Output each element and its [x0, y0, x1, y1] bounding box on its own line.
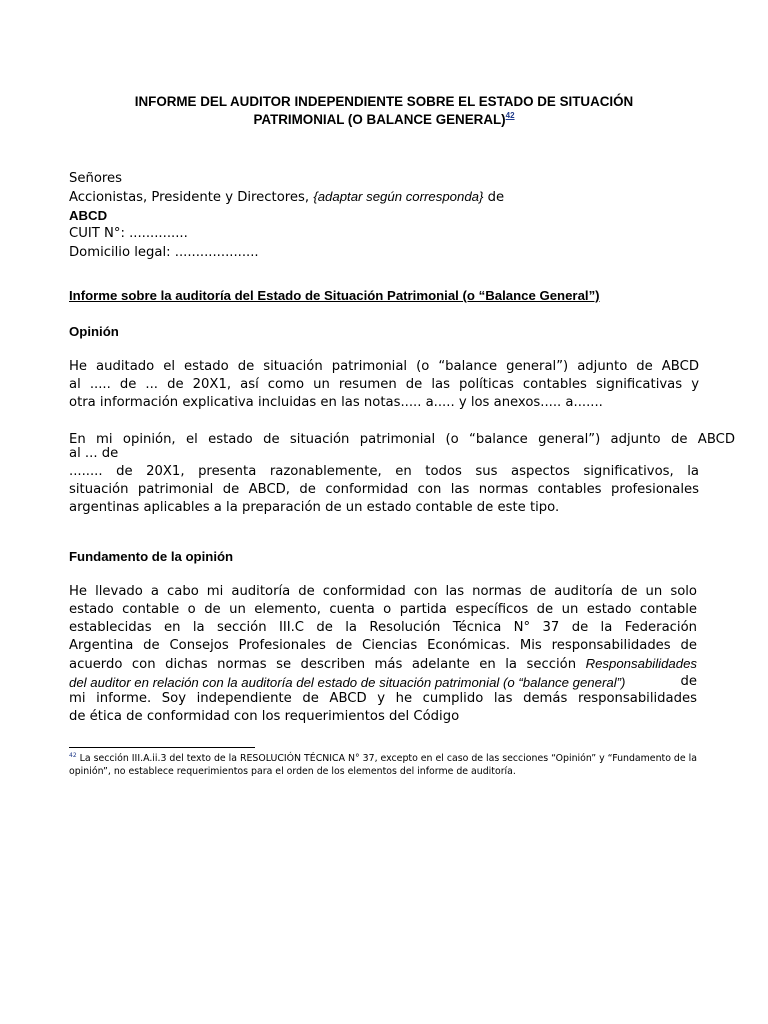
fundamento-heading: Fundamento de la opinión — [69, 549, 234, 564]
fundamento-line: mi informe. Soy independiente de ABCD y he cumplido las demás responsabilidades — [69, 691, 697, 706]
section-heading: Informe sobre la auditoría del Estado de Situación Patrimonial (o “Balance General”) — [69, 288, 600, 303]
report-title-text: PATRIMONIAL (O BALANCE GENERAL) — [253, 112, 506, 127]
recipients-line — [69, 189, 504, 205]
opinion-para2-line: argentinas aplicables a la preparación de un estado contable de este tipo. — [69, 500, 560, 515]
cuit-line: CUIT N°: .............. — [69, 226, 188, 241]
company-name: ABCD — [69, 208, 108, 223]
fundamento-italic: Responsabilidades — [585, 656, 697, 671]
fundamento-line: estado contable o de un elemento, cuenta o partida específicos de un estado contable — [69, 602, 697, 617]
opinion-para1-line: He auditado el estado de situación patrimonial (o “balance general”) adjunto de ABCD — [69, 359, 699, 374]
opinion-para2-line: En mi opinión, el estado de situación patrimonial (o “balance general”) adjunto de ABCD — [69, 432, 735, 447]
fundamento-line: de ética de conformidad con los requerimientos del Código — [69, 709, 460, 724]
footnote-number: 42 — [69, 752, 77, 759]
report-title-line-2 — [0, 111, 768, 127]
opinion-para2-line: ........ de 20X1, presenta razonablemente, en todos sus aspectos significativos, la — [69, 464, 699, 479]
footnote-reference-link[interactable]: 42 — [505, 111, 515, 120]
fundamento-line: Argentina de Consejos Profesionales de Ciencias Económicas. Mis responsabilidades de — [69, 638, 697, 653]
domicilio-line: Domicilio legal: .................... — [69, 245, 259, 260]
opinion-para2-line: al ... de — [69, 446, 119, 461]
footnote-text: La sección III.A.ii.3 del texto de la RESOLUCIÓN TÉCNICA N° 37, excepto en el caso de las secciones “Opinión” y “Fundamento de la — [79, 753, 697, 764]
opinion-heading: Opinión — [69, 324, 119, 339]
footnote-separator — [69, 747, 255, 748]
fundamento-line: establecidas en la sección III.C de la Resolución Técnica N° 37 de la Federación — [69, 620, 697, 635]
opinion-para1-line: al ..... de ... de 20X1, así como un resumen de las políticas contables significativas y — [69, 377, 699, 392]
salutation: Señores — [69, 171, 123, 186]
fundamento-line — [69, 674, 697, 692]
footnote-line-2: opinión”, no establece requerimientos para el orden de los elementos del informe de auditoría. — [69, 766, 516, 777]
fundamento-line: He llevado a cabo mi auditoría de conformidad con las normas de auditoría de un solo — [69, 584, 697, 599]
fundamento-suffix: de — [680, 674, 697, 689]
opinion-para2-line: situación patrimonial de ABCD, de conformidad con las normas contables profesionales — [69, 482, 699, 497]
footnote-line-1 — [69, 752, 697, 764]
opinion-para1-line: otra información explicativa incluidas en las notas..... a..... y los anexos..... a....... — [69, 395, 603, 410]
fundamento-line-text: acuerdo con dichas normas se describen más adelante en la sección — [69, 657, 577, 672]
recipients-suffix: de — [483, 190, 505, 205]
recipients-note: {adaptar según corresponda} — [313, 189, 484, 204]
fundamento-line — [69, 656, 697, 672]
recipients-text: Accionistas, Presidente y Directores, — [69, 190, 310, 205]
report-title-line-1: INFORME DEL AUDITOR INDEPENDIENTE SOBRE EL ESTADO DE SITUACIÓN — [134, 94, 634, 109]
fundamento-italic: del auditor en relación con la auditoría del estado de situación patrimonial (o “balance general”) — [69, 675, 626, 690]
